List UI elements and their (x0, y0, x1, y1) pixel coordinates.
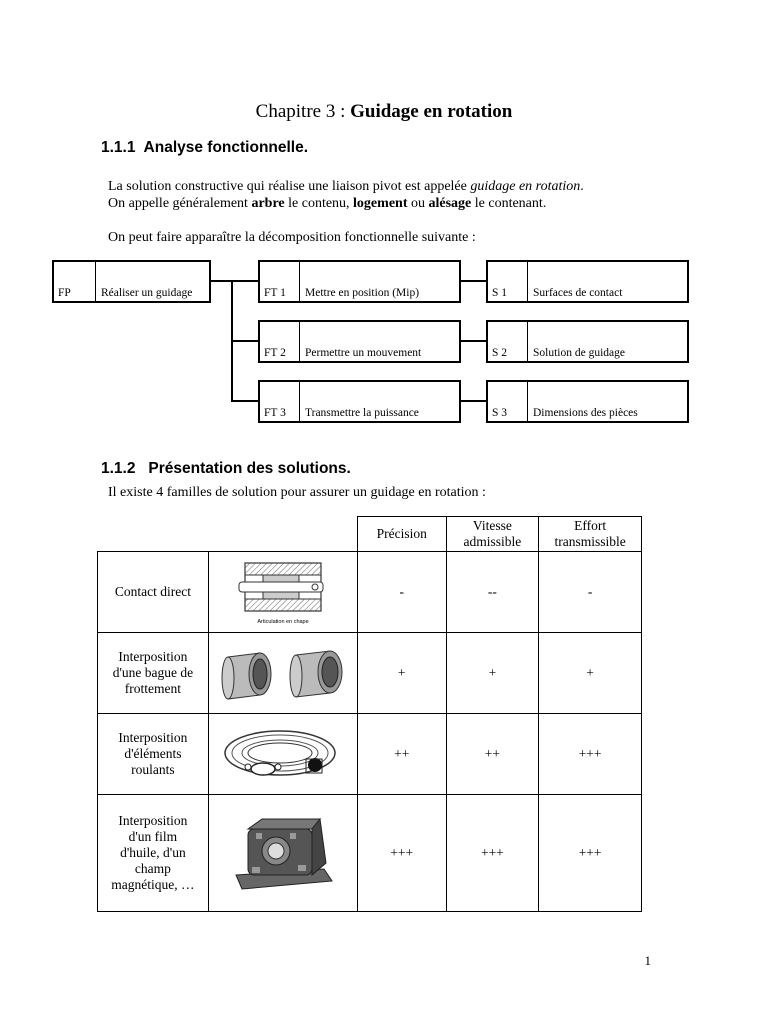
s-label: Solution de guidage (533, 347, 625, 359)
table-row (98, 795, 642, 912)
table-row (98, 552, 642, 633)
header-precision: Précision (357, 517, 446, 552)
s-box-3 (486, 380, 689, 423)
section-heading-1 (101, 139, 308, 157)
s-box-1 (486, 260, 689, 303)
row-label: Interposition d'une bague de frottement (98, 633, 209, 714)
section-number: 1.1.1 (101, 139, 136, 156)
ft-code: FT 2 (260, 322, 300, 361)
connector-ft2-s2 (460, 340, 487, 342)
cell-effort: +++ (539, 714, 642, 795)
ball-bearing-illustration (218, 723, 348, 785)
row-label: Contact direct (98, 552, 209, 633)
s-code: S 2 (488, 322, 528, 361)
table-row (98, 633, 642, 714)
ft-label: Permettre un mouvement (305, 347, 422, 359)
cell-vitesse: + (446, 633, 539, 714)
cell-precision: + (357, 633, 446, 714)
page-number: 1 (644, 953, 651, 968)
ft-label: Transmettre la puissance (305, 407, 419, 419)
intro-line-2: On appelle généralement arbre le contenu, logement ou alésage le contenant. (108, 196, 547, 211)
clevis-joint-illustration (233, 557, 333, 627)
section-title: Présentation des solutions. (148, 460, 351, 477)
row-label: Interposition d'éléments roulants (98, 714, 209, 795)
bushing-illustration (218, 643, 348, 703)
row-illustration (208, 795, 357, 912)
row-illustration (208, 714, 357, 795)
cell-precision: ++ (357, 714, 446, 795)
connector-ft1-s1 (460, 280, 487, 282)
cell-effort: +++ (539, 795, 642, 912)
table-header-row (98, 517, 642, 552)
intro-line-1: La solution constructive qui réalise une liaison pivot est appelée guidage en rotation. (108, 179, 584, 194)
connector-fp-ft1 (211, 280, 260, 282)
row-illustration (208, 552, 357, 633)
fp-code: FP (54, 262, 96, 301)
section-title: Analyse fonctionnelle. (143, 139, 309, 156)
section-2-text: Il existe 4 familles de solution pour assurer un guidage en rotation : (108, 485, 486, 500)
intro-line-3: On peut faire apparaître la décomposition fonctionnelle suivante : (108, 230, 476, 245)
cell-precision: +++ (357, 795, 446, 912)
connector-ft3 (231, 400, 260, 402)
s-box-2 (486, 320, 689, 363)
cell-vitesse: -- (446, 552, 539, 633)
section-number: 1.1.2 (101, 460, 136, 477)
chapter-title: Guidage en rotation (350, 101, 513, 122)
ft-code: FT 1 (260, 262, 300, 301)
cell-precision: - (357, 552, 446, 633)
header-vitesse: Vitesse admissible (446, 517, 539, 552)
solutions-table (97, 516, 642, 912)
ft-box-2 (258, 320, 461, 363)
cell-effort: + (539, 633, 642, 714)
table-row (98, 714, 642, 795)
row-illustration (208, 633, 357, 714)
row-label: Interposition d'un film d'huile, d'un champ magnétique, … (98, 795, 209, 912)
s-code: S 1 (488, 262, 528, 301)
section-heading-2 (101, 460, 351, 478)
connector-ft3-s3 (460, 400, 487, 402)
ft-label: Mettre en position (Mip) (305, 287, 420, 299)
s-code: S 3 (488, 382, 528, 421)
ft-code: FT 3 (260, 382, 300, 421)
header-effort: Effort transmissible (539, 517, 642, 552)
plain-bearing-housing-illustration (228, 811, 338, 895)
connector-ft2 (231, 340, 260, 342)
page-title (0, 101, 768, 123)
cell-vitesse: ++ (446, 714, 539, 795)
fp-box (52, 260, 211, 303)
cell-vitesse: +++ (446, 795, 539, 912)
s-label: Surfaces de contact (533, 287, 623, 299)
ft-box-1 (258, 260, 461, 303)
chapter-prefix: Chapitre 3 : (255, 101, 346, 122)
ft-box-3 (258, 380, 461, 423)
cell-effort: - (539, 552, 642, 633)
illustration-caption: Articulation en chape (257, 619, 309, 625)
s-label: Dimensions des pièces (533, 407, 638, 419)
fp-label: Réaliser un guidage (101, 287, 193, 299)
